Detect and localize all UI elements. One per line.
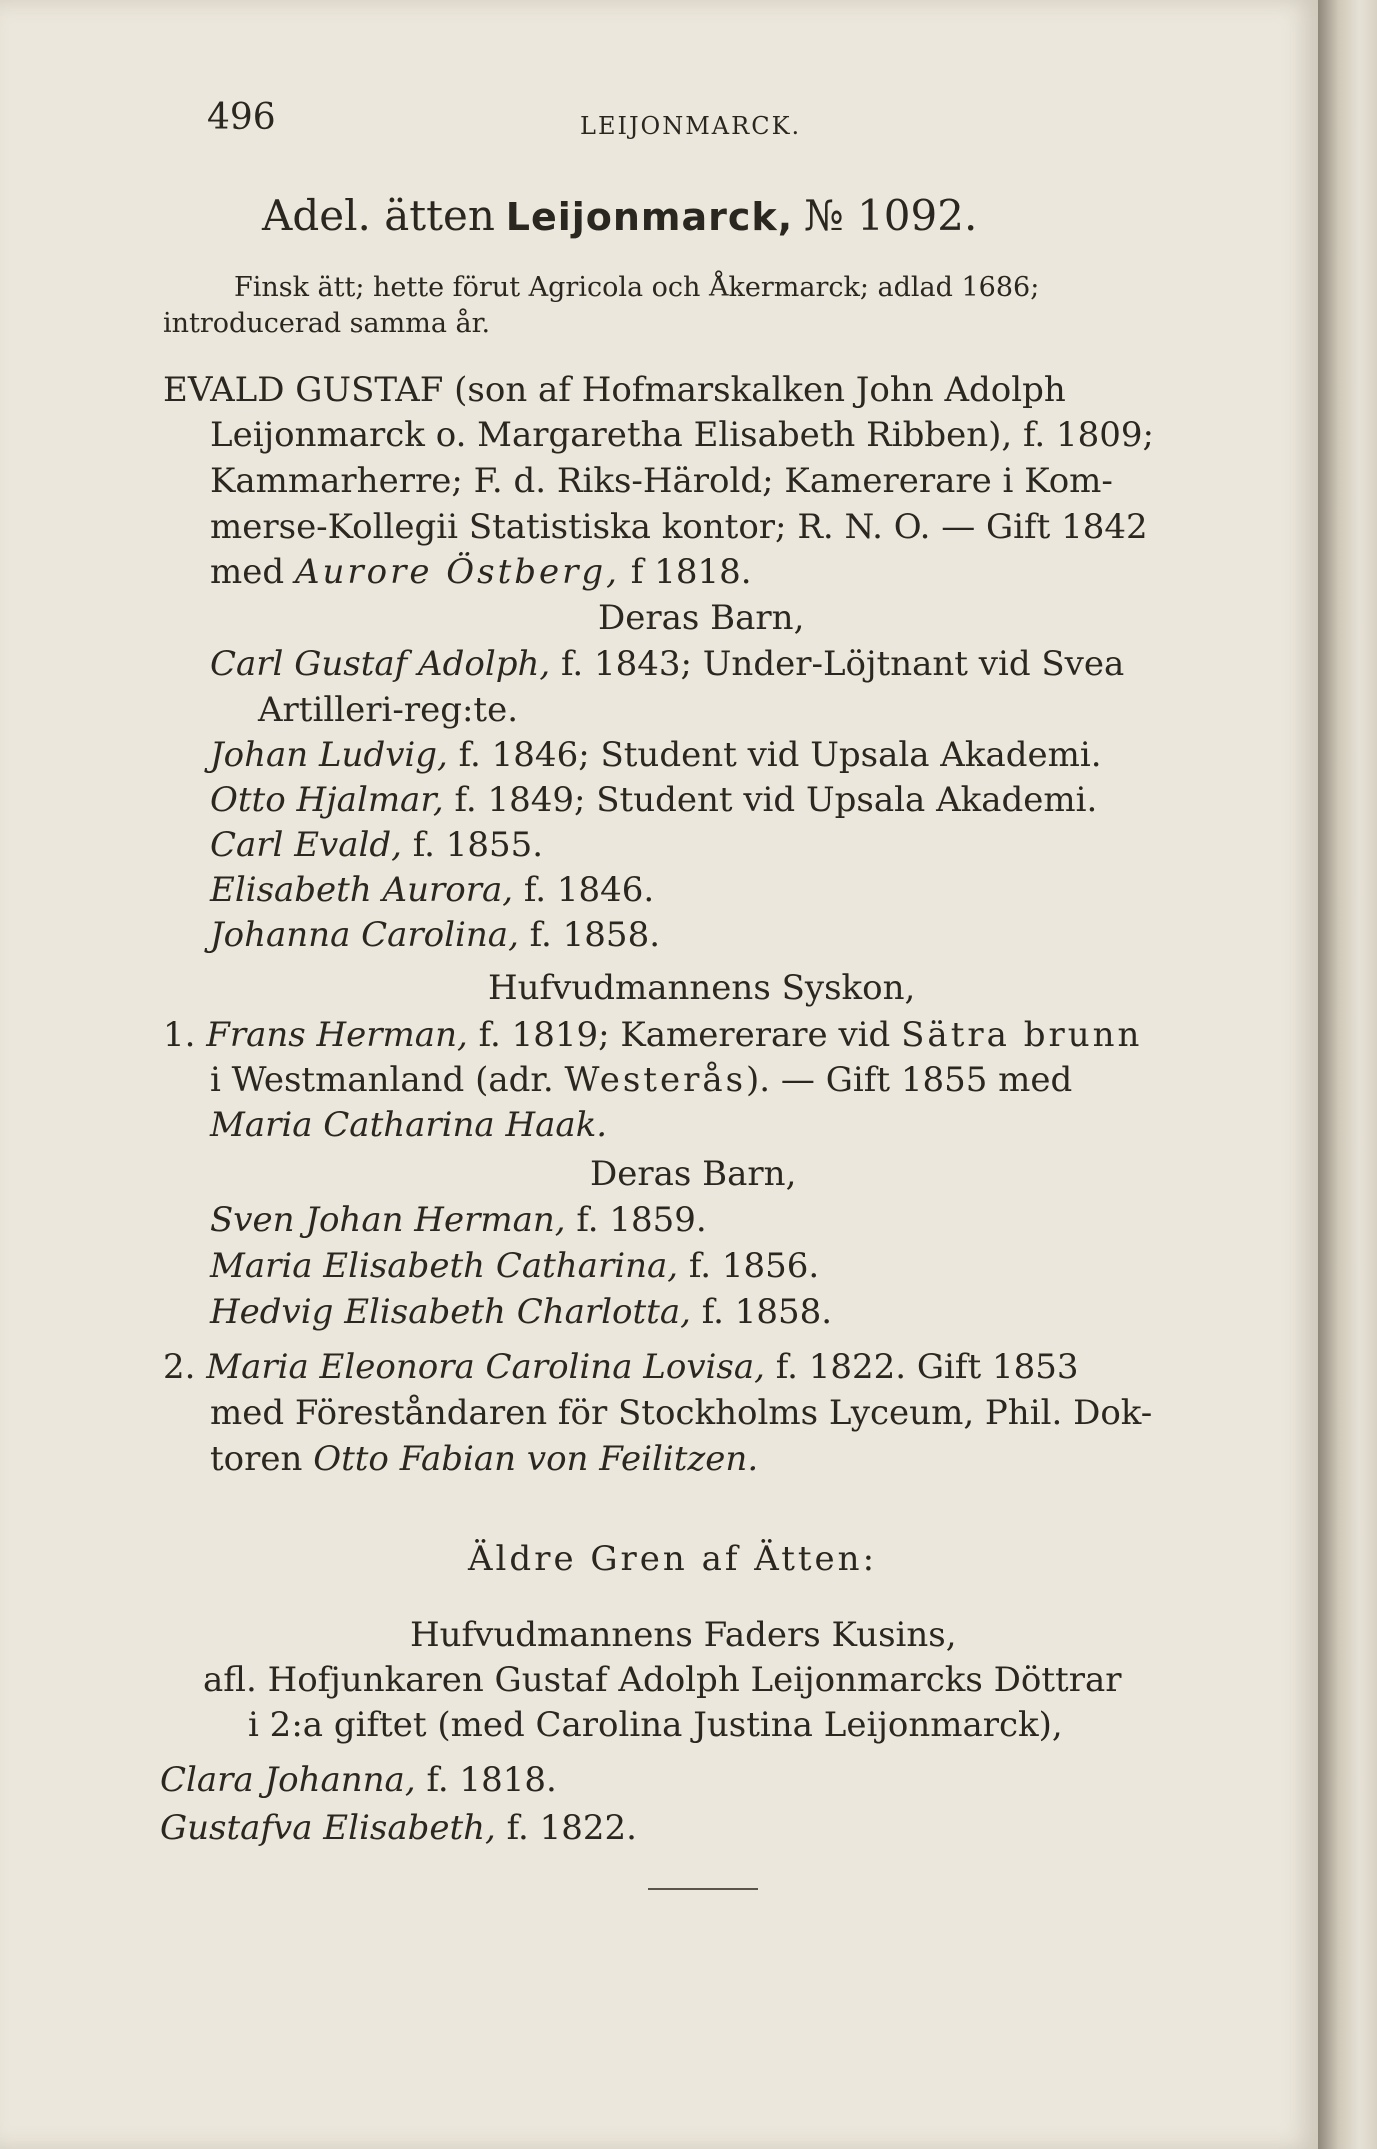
child-details: f. 1855. <box>401 825 544 865</box>
child-name: Carl Evald, <box>210 825 402 865</box>
head-text: med <box>210 552 295 592</box>
sibling-spouse: Otto Fabian von Feilitzen. <box>313 1439 759 1479</box>
child-details: f. 1846. <box>513 870 655 910</box>
child-name: Elisabeth Aurora, <box>210 870 514 910</box>
list-item <box>210 1244 819 1288</box>
children-heading: Deras Barn, <box>598 598 805 638</box>
sibling-entry <box>163 1345 1079 1389</box>
sibling-details: ). — Gift 1855 med <box>746 1060 1073 1100</box>
child-details: Artilleri-reg:te. <box>258 690 519 730</box>
child-name: Otto Hjalmar, <box>210 780 444 820</box>
head-text: f 1818. <box>620 552 752 592</box>
title-number: № 1092. <box>803 191 978 240</box>
head-line <box>210 550 752 594</box>
list-item <box>210 642 1124 686</box>
list-item <box>210 1290 832 1334</box>
child-details: f. 1856. <box>678 1246 820 1286</box>
section-heading: Äldre Gren af Ätten: <box>468 1539 878 1579</box>
book-binding <box>1318 0 1377 2149</box>
sibling-entry: med Föreståndaren för Stockholms Lyceum, Phil. Dok- <box>210 1393 1153 1433</box>
running-title: LEIJONMARCK. <box>580 112 802 140</box>
head-line: Leijonmarck o. Margaretha Elisabeth Ribben), f. 1809; <box>210 415 1154 455</box>
spouse-name: Aurore Östberg, <box>294 552 620 592</box>
child-name: Maria Elisabeth Catharina, <box>210 1246 679 1286</box>
child-details: f. 1846; Student vid Upsala Akademi. <box>447 735 1102 775</box>
child-details: f. 1858. <box>690 1292 833 1332</box>
child-name: Hedvig Elisabeth Charlotta, <box>210 1292 691 1332</box>
sibling-entry <box>163 1013 1142 1057</box>
title-prefix: Adel. ätten <box>262 191 495 240</box>
child-name: Johanna Carolina, <box>210 915 519 955</box>
sibling-number: 1. <box>163 1015 196 1055</box>
list-item <box>210 913 660 957</box>
member-name: Gustafva Elisabeth, <box>160 1808 496 1848</box>
list-item <box>210 1198 707 1242</box>
sibling-entry <box>210 1058 1072 1102</box>
end-rule <box>648 1888 758 1890</box>
sibling-details: f. 1822. Gift 1853 <box>764 1347 1079 1387</box>
page-title <box>262 191 978 241</box>
sibling-entry <box>210 1437 758 1481</box>
page-number: 496 <box>207 97 276 138</box>
intro-line: introducerad samma år. <box>163 308 491 339</box>
sibling-details: i Westmanland (adr. <box>210 1060 565 1100</box>
title-family: Leijonmarck, <box>505 195 794 239</box>
member-name: Clara Johanna, <box>160 1760 416 1800</box>
section-text: i 2:a giftet (med Carolina Justina Leijonmarck), <box>248 1705 1063 1745</box>
list-item <box>210 823 543 867</box>
sibling-place: Westerås <box>564 1060 747 1100</box>
child-details: f. 1859. <box>565 1200 707 1240</box>
intro-line: Finsk ätt; hette förut Agricola och Åkermarck; adlad 1686; <box>234 272 1040 303</box>
list-item <box>160 1806 637 1850</box>
list-item <box>210 733 1102 777</box>
sibling-name: Frans Herman, <box>206 1015 468 1055</box>
child-name: Sven Johan Herman, <box>210 1200 566 1240</box>
sibling-details: toren <box>210 1439 314 1479</box>
children-heading: Deras Barn, <box>590 1154 797 1194</box>
section-text: afl. Hofjunkaren Gustaf Adolph Leijonmarcks Döttrar <box>203 1660 1122 1700</box>
list-item <box>258 688 518 732</box>
head-line: Kammarherre; F. d. Riks-Härold; Kamererare i Kom- <box>210 461 1113 501</box>
child-name: Carl Gustaf Adolph, <box>210 644 551 684</box>
child-details: f. 1849; Student vid Upsala Akademi. <box>443 780 1098 820</box>
siblings-heading: Hufvudmannens Syskon, <box>488 968 916 1008</box>
sibling-number: 2. <box>163 1347 196 1387</box>
section-subheading: Hufvudmannens Faders Kusins, <box>410 1615 957 1655</box>
sibling-spouse: Maria Catharina Haak. <box>210 1105 608 1145</box>
child-details: f. 1858. <box>518 915 661 955</box>
head-line: EVALD GUSTAF (son af Hofmarskalken John Adolph <box>163 370 1066 410</box>
sibling-details: f. 1819; Kamererare vid <box>467 1015 902 1055</box>
sibling-place: Sätra brunn <box>901 1015 1143 1055</box>
list-item <box>160 1758 557 1802</box>
child-name: Johan Ludvig, <box>210 735 448 775</box>
member-details: f. 1818. <box>415 1760 557 1800</box>
list-item <box>210 868 654 912</box>
head-line: merse-Kollegii Statistiska kontor; R. N. O. — Gift 1842 <box>210 507 1148 547</box>
list-item <box>210 778 1097 822</box>
member-details: f. 1822. <box>495 1808 637 1848</box>
sibling-name: Maria Eleonora Carolina Lovisa, <box>206 1347 765 1387</box>
child-details: f. 1843; Under-Löjtnant vid Svea <box>550 644 1125 684</box>
